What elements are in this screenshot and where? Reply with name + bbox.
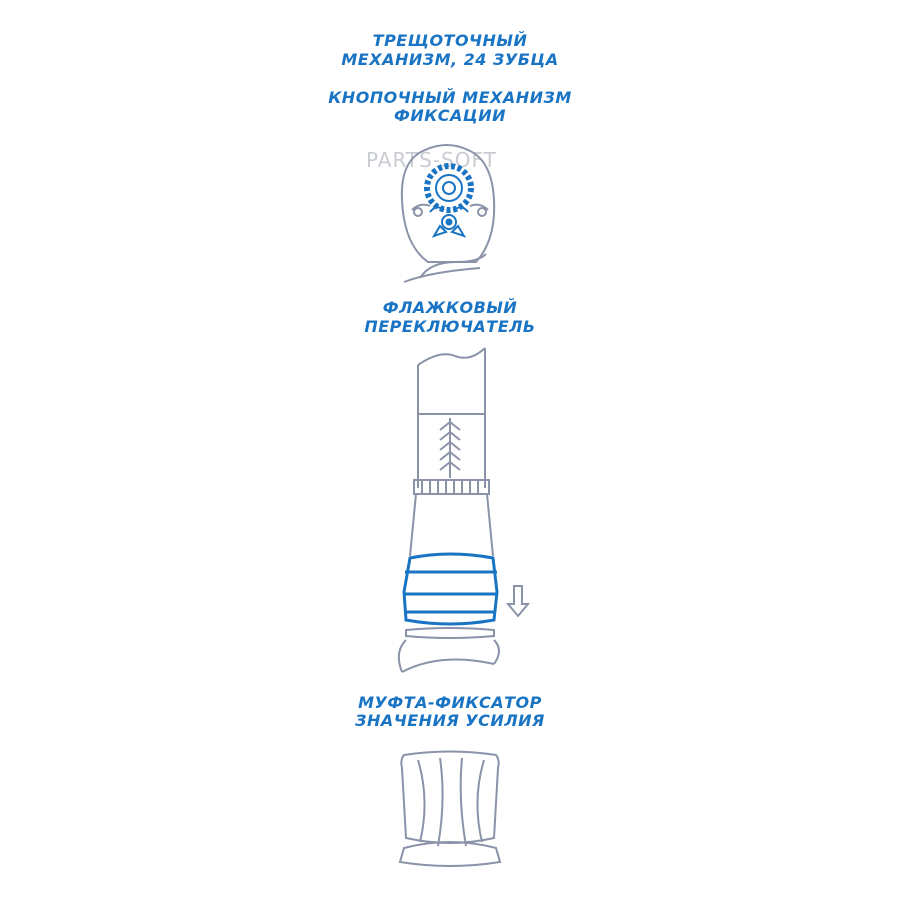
label-ratchet-line1: ТРЕЩОТОЧНЫЙ <box>372 31 528 50</box>
label-button-line1: КНОПОЧНЫЙ МЕХАНИЗМ <box>328 88 572 107</box>
label-ratchet-line2: МЕХАНИЗМ, 24 ЗУБЦА <box>341 50 559 69</box>
handle-tube <box>410 348 493 556</box>
ratchet-gear <box>427 166 471 236</box>
label-lock-line1: МУФТА-ФИКСАТОР <box>358 693 542 712</box>
label-switch-line2: ПЕРЕКЛЮЧАТЕЛЬ <box>364 317 536 336</box>
label-switch-line1: ФЛАЖКОВЫЙ <box>382 298 518 317</box>
handle-grip-bottom <box>400 752 500 867</box>
down-arrow-icon <box>508 586 528 616</box>
watermark: PARTS-SOFT <box>366 148 497 172</box>
label-button-line2: ФИКСАЦИИ <box>393 106 507 125</box>
handle-grip-top <box>399 628 499 672</box>
lock-coupling <box>404 554 497 624</box>
label-lock-line2: ЗНАЧЕНИЯ УСИЛИЯ <box>355 711 545 730</box>
